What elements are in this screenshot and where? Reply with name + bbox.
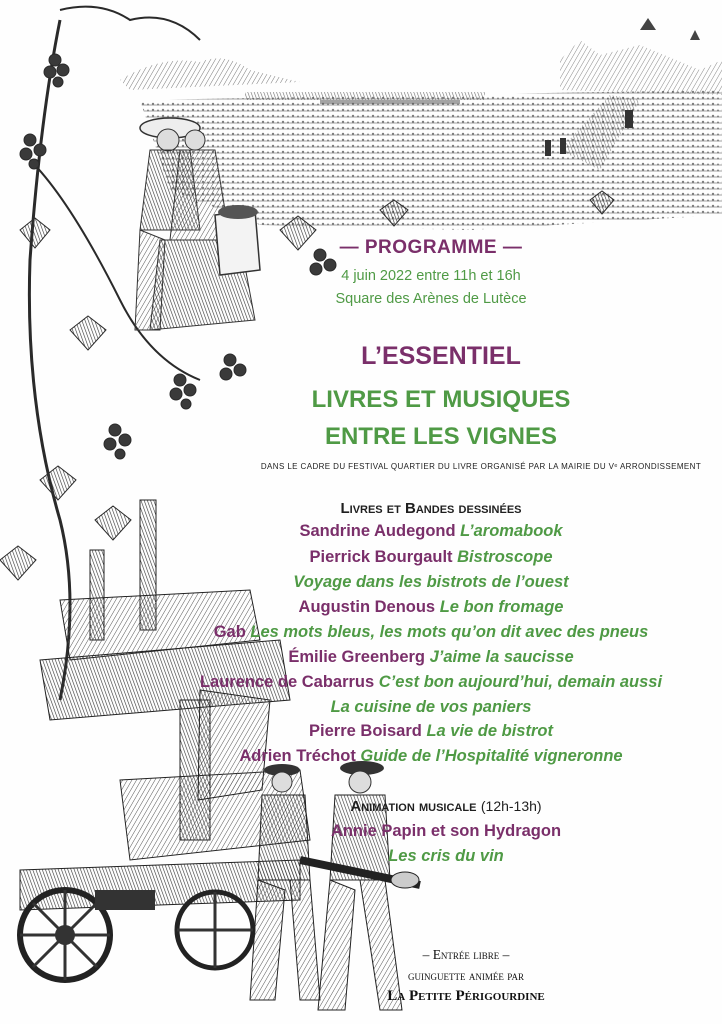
music-performer: [170, 822, 722, 841]
book-title: J’aime la saucisse: [429, 648, 574, 666]
guinguette-note: guinguette animée par: [408, 968, 524, 983]
book-entry: [70, 598, 722, 617]
book-entry: [70, 648, 722, 667]
event-subtitle-line-2: ENTRE LES VIGNES: [324, 423, 558, 450]
book-entry: [70, 673, 722, 692]
music-section-heading: Animation musicale: [350, 798, 477, 815]
book-entry: [70, 522, 722, 541]
book-author: Sandrine Audegond: [299, 522, 456, 540]
book-author: Adrien Tréchot: [239, 747, 356, 765]
book-entry: [70, 722, 722, 741]
book-author: Émilie Greenberg: [288, 648, 425, 666]
book-title: Voyage dans les bistrots de l’ouest: [293, 573, 569, 591]
book-author: Pierrick Bourgault: [309, 548, 453, 566]
festival-context-note: DANS LE CADRE DU FESTIVAL QUARTIER DU LIVRE ORGANISÉ PAR LA MAIRIE DU Vᵉ ARRONDISSEMENT: [260, 462, 702, 471]
book-entry: [70, 573, 722, 592]
book-title: Le bon fromage: [439, 598, 564, 616]
show-title: Les cris du vin: [388, 847, 504, 865]
book-entry: [70, 698, 722, 717]
book-entry: [70, 747, 722, 766]
host-band-name: La Petite Périgourdine: [387, 988, 545, 1004]
event-date: 4 juin 2022 entre 11h et 16h: [341, 268, 521, 284]
books-section-heading: Livres et Bandes dessinées: [340, 500, 522, 517]
event-location: Square des Arènes de Lutèce: [335, 291, 527, 307]
book-author: Pierre Boisard: [309, 722, 422, 740]
book-title: Bistroscope: [457, 548, 553, 566]
event-title: L’ESSENTIEL: [361, 342, 521, 370]
book-title: Guide de l’Hospitalité vigneronne: [360, 747, 623, 765]
performer-name: Annie Papin et son Hydragon: [330, 822, 562, 840]
book-title: C’est bon aujourd’hui, demain aussi: [378, 673, 663, 691]
book-title: L’aromabook: [460, 522, 563, 540]
music-section-heading-row: [170, 798, 722, 816]
music-show: [170, 847, 722, 866]
free-entry-note: – Entrée libre –: [422, 947, 510, 962]
event-subtitle-line-1: LIVRES ET MUSIQUES: [311, 386, 571, 413]
book-entry: [70, 623, 722, 642]
book-title: Les mots bleus, les mots qu’on dit avec des pneus: [250, 623, 649, 641]
music-time: (12h-13h): [480, 798, 542, 814]
book-author: Augustin Denous: [298, 598, 436, 616]
book-title: La vie de bistrot: [426, 722, 553, 740]
book-title: La cuisine de vos paniers: [330, 698, 532, 716]
programme-heading: — PROGRAMME —: [339, 237, 523, 258]
book-entry: [70, 548, 722, 567]
book-author: Laurence de Cabarrus: [199, 673, 375, 691]
book-author: Gab: [213, 623, 246, 641]
host-band: [210, 988, 722, 1005]
